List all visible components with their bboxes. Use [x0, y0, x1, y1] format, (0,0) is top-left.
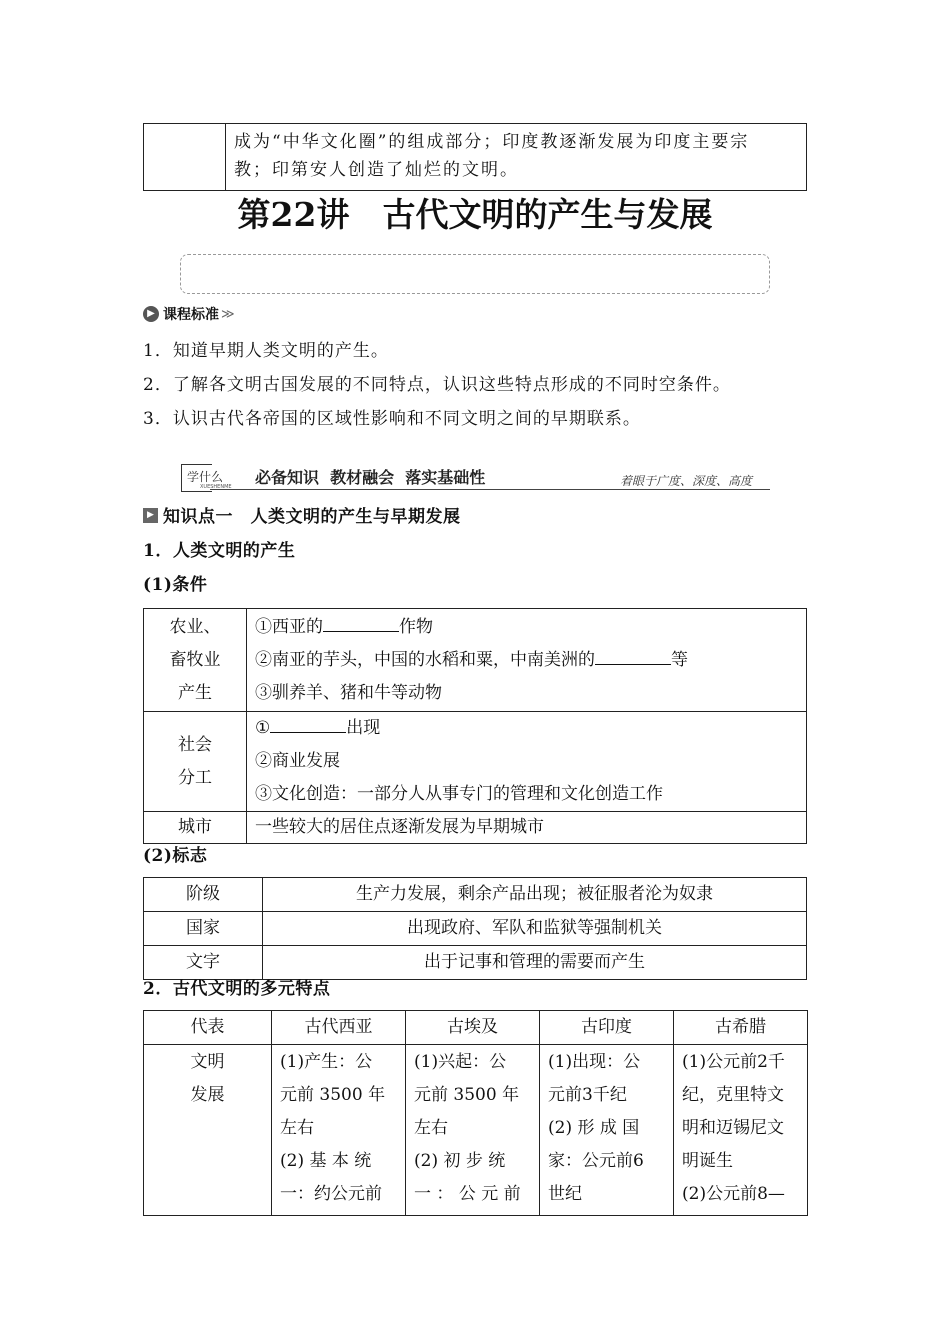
- civ-header: 代表: [144, 1011, 272, 1045]
- civ-row-label: [144, 1045, 272, 1216]
- page-title: 第22讲 古代文明的产生与发展: [237, 195, 713, 234]
- cell-line: 左右: [414, 1118, 448, 1138]
- fill-blank: [270, 716, 346, 733]
- civ-cell-india: [540, 1045, 674, 1216]
- label-line: 社会: [178, 734, 212, 755]
- cell-line: (1)兴起：公: [414, 1052, 507, 1072]
- course-standard-item: 2．了解各文明古国发展的不同特点，认识这些特点形成的不同时空条件。: [143, 375, 731, 395]
- top-table: [143, 123, 807, 191]
- cell-line: 一：约公元前: [280, 1184, 382, 1204]
- cell-line: 元前 3500 年: [414, 1085, 520, 1105]
- conditions-item: [255, 644, 798, 677]
- double-chevron-icon: ≫: [221, 306, 235, 322]
- section-heading: 1．人类文明的产生: [143, 541, 296, 561]
- label-line: 文明: [190, 1052, 225, 1072]
- cell-line: 元前3千纪: [548, 1085, 627, 1105]
- banner-logo-subtext: XUESHENME: [200, 484, 232, 490]
- course-standard-item: 1．知道早期人类文明的产生。: [143, 341, 389, 361]
- civ-header: 古代西亚: [272, 1011, 406, 1045]
- label-line: 农业、: [169, 616, 221, 637]
- section-heading: 2．古代文明的多元特点: [143, 979, 331, 999]
- label-line: 发展: [190, 1085, 225, 1105]
- conditions-item: ②商业发展: [255, 751, 340, 771]
- marks-value: 出于记事和管理的需要而产生: [263, 946, 807, 980]
- label-line: 产生: [178, 682, 212, 703]
- cell-line: (2) 形 成 国: [548, 1118, 640, 1138]
- conditions-item: [255, 611, 798, 644]
- civ-header: 古希腊: [674, 1011, 808, 1045]
- marks-key: 阶级: [144, 878, 263, 912]
- cell-line: (1)产生：公: [280, 1052, 373, 1072]
- cell-line: 世纪: [548, 1184, 582, 1204]
- civilizations-table: [143, 1010, 808, 1216]
- conditions-row-content: [247, 712, 807, 812]
- conditions-item: [255, 712, 798, 745]
- marks-value: 生产力发展，剩余产品出现；被征服者沦为奴隶: [263, 878, 807, 912]
- item-text: 等: [671, 649, 688, 670]
- play-square-icon: ▶: [143, 508, 158, 523]
- cell-line: 元前 3500 年: [280, 1085, 386, 1105]
- conditions-row-content: 一些较大的居住点逐渐发展为早期城市: [247, 812, 807, 844]
- cell-line: 纪，克里特文: [682, 1085, 784, 1105]
- civ-cell-egypt: [406, 1045, 540, 1216]
- top-table-text-cell: [226, 124, 807, 191]
- civ-cell-greece: [674, 1045, 808, 1216]
- banner-tagline: 着眼于广度、深度、高度: [620, 474, 753, 488]
- top-table-line: 成为“中华文化圈”的组成部分；印度教逐渐发展为印度主要宗: [234, 132, 750, 152]
- cell-line: 家：公元前6: [548, 1151, 644, 1171]
- course-standard-label: 课程标准: [163, 307, 219, 323]
- cell-line: 明诞生: [682, 1151, 733, 1171]
- marks-key: 文字: [144, 946, 263, 980]
- conditions-row-label: 城市: [144, 812, 247, 844]
- conditions-row-content: [247, 609, 807, 712]
- item-text: ①西亚的: [255, 616, 323, 637]
- item-text: ①: [255, 718, 271, 738]
- cell-line: (2)公元前8—: [682, 1184, 785, 1204]
- top-table-line: 教；印第安人创造了灿烂的文明。: [234, 160, 519, 180]
- civ-cell-west-asia: [272, 1045, 406, 1216]
- cell-line: (2) 初 步 统: [414, 1151, 506, 1171]
- conditions-row-label: [144, 712, 247, 812]
- dashed-placeholder-box: [180, 254, 770, 294]
- label-line: 畜牧业: [169, 649, 221, 670]
- conditions-table: [143, 608, 807, 844]
- cell-line: (1)出现：公: [548, 1052, 641, 1072]
- arrow-circle-icon: ▶: [143, 306, 159, 322]
- cell-line: 一 ： 公 元 前: [414, 1184, 521, 1204]
- conditions-row-label: [144, 609, 247, 712]
- banner-logo-text: 学什么: [187, 470, 224, 484]
- civ-header: 古埃及: [406, 1011, 540, 1045]
- item-text: 出现: [346, 718, 381, 738]
- cell-line: (2) 基 本 统: [280, 1151, 372, 1171]
- item-text: 作物: [399, 616, 433, 637]
- marks-table: [143, 877, 807, 980]
- sub-heading: (2)标志: [143, 846, 208, 866]
- top-table-empty-cell: [144, 124, 226, 191]
- cell-line: (1)公元前2千: [682, 1052, 785, 1072]
- sub-heading: (1)条件: [143, 575, 208, 595]
- marks-value: 出现政府、军队和监狱等强制机关: [263, 912, 807, 946]
- fill-blank: [323, 615, 399, 632]
- conditions-item: ③文化创造：一部分人从事专门的管理和文化创造工作: [255, 784, 663, 804]
- banner-rule: [210, 489, 770, 490]
- course-standard-item: 3．认识古代各帝国的区域性影响和不同文明之间的早期联系。: [143, 409, 641, 429]
- cell-line: 明和迈锡尼文: [682, 1118, 784, 1138]
- cell-line: 左右: [280, 1118, 314, 1138]
- course-standard-header: [143, 304, 235, 324]
- fill-blank: [595, 648, 671, 665]
- conditions-item: ③驯养羊、猪和牛等动物: [255, 682, 442, 703]
- label-line: 分工: [178, 767, 212, 788]
- knowledge-point-title: 知识点一 人类文明的产生与早期发展: [163, 507, 461, 527]
- item-text: ②南亚的芋头，中国的水稻和粟，中南美洲的: [255, 649, 595, 670]
- civ-header: 古印度: [540, 1011, 674, 1045]
- marks-key: 国家: [144, 912, 263, 946]
- banner-title: 必备知识 教材融会 落实基础性: [255, 468, 486, 487]
